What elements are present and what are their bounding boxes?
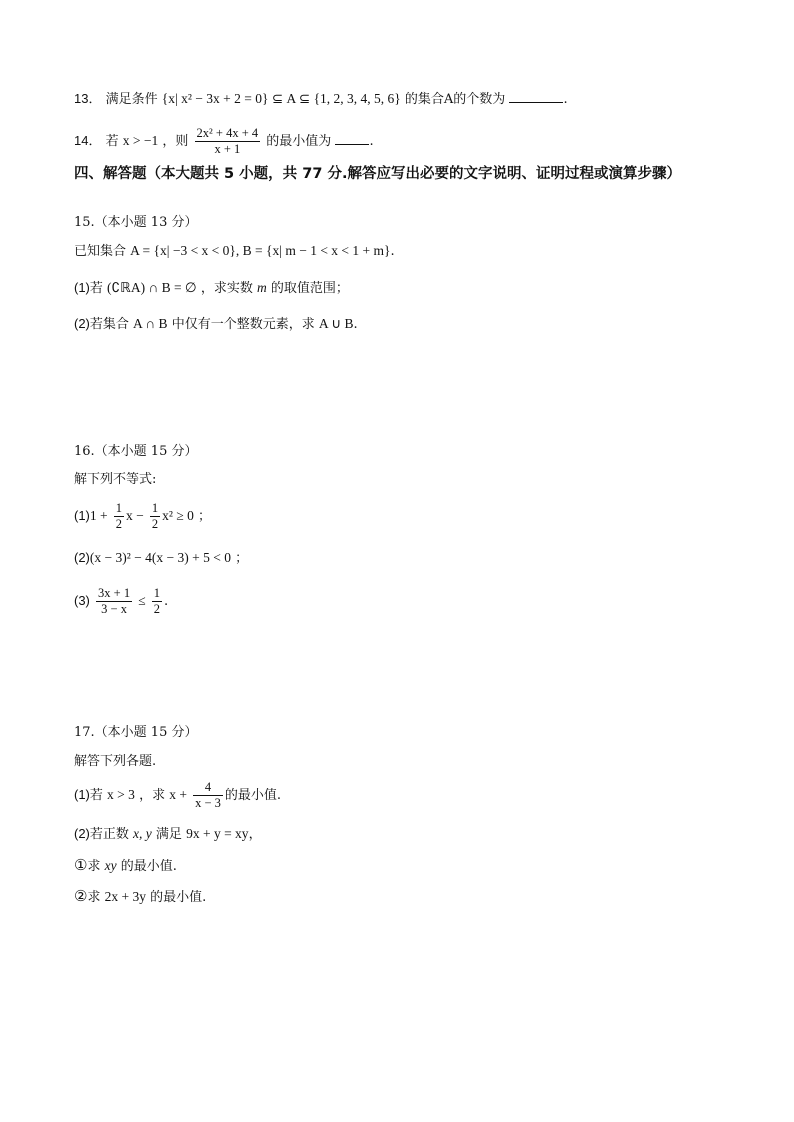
question-text: 中仅有一个整数元素，求 [171,317,315,332]
math-expression: {x| x² − 3x + 2 = 0} ⊆ A ⊆ {1, 2, 3, 4, 5, 6} [161,91,401,106]
question-text: ，求 [139,788,166,803]
part-label: (1) [74,787,90,802]
fraction-numerator: 1 [153,586,161,600]
circled-number: ① [74,856,88,874]
question-text: 的最小值. [150,890,207,905]
question-text: 求 [87,890,101,905]
math-relation: ≤ [138,593,146,608]
punctuation: . [563,92,568,107]
math-expression: (x − 3)² − 4(x − 3) + 5 < 0 [89,550,231,565]
fraction [195,126,261,157]
fraction-numerator: 1 [151,501,159,515]
fraction [152,586,162,617]
punctuation: ， [248,827,262,842]
question-16-intro: 解下列不等式: [74,472,157,487]
question-text: 满足 [155,827,182,842]
question-13 [74,90,568,108]
math-expression: A ∩ B [133,316,168,331]
question-text: 若正数 [89,827,129,842]
question-16-header: 16.（本小题 15 分） [74,444,198,459]
question-text: 满足条件 [105,92,158,107]
fraction-denominator: 2 [153,602,161,616]
punctuation: . [390,244,395,259]
fraction-denominator: 2 [115,517,123,531]
punctuation: ； [235,551,249,566]
punctuation: . [353,317,358,332]
question-16-part-1 [74,500,211,533]
question-text: 若 [89,788,103,803]
fraction-denominator: 3 − x [101,602,127,616]
math-expression: A = {x| −3 < x < 0}, B = {x| m − 1 < x < 1 + m} [130,243,391,258]
section-heading: 四、解答题（本大题共 5 小题，共 77 分.解答应写出必要的文字说明、证明过程或演算步骤） [74,166,681,182]
part-label: (3) [74,593,90,608]
question-15-given [74,243,395,260]
question-text: 的取值范围； [270,281,349,296]
question-14 [74,124,374,159]
fraction [150,501,160,532]
question-17-sub-1 [74,857,177,875]
circled-number: ② [74,887,88,905]
question-number: 14． [74,133,102,148]
question-16-part-3 [74,584,168,619]
punctuation: . [369,134,374,149]
math-expression: 9x + y = xy [186,826,249,841]
answer-blank[interactable] [509,90,563,103]
question-text: ，则 [162,134,189,149]
math-variable: m [257,280,267,295]
question-17-intro: 解答下列各题. [74,754,157,769]
question-17-part-1 [74,778,281,813]
fraction-denominator: x − 3 [195,796,221,810]
math-expression: x² ≥ 0 [162,508,194,523]
math-expression: x > 3 [107,787,135,802]
part-label: (1) [74,508,90,523]
fraction [96,586,132,617]
math-expression: x − [126,508,144,523]
punctuation: ； [198,509,212,524]
punctuation: . [164,594,169,609]
question-text: 若 [105,134,119,149]
fraction-numerator: 4 [193,780,223,796]
question-17-header: 17.（本小题 15 分） [74,725,198,740]
question-text: 求 [87,859,101,874]
question-17-sub-2 [74,888,206,906]
question-text: ，求实数 [200,281,253,296]
part-label: (2) [74,826,90,841]
math-expression: xy [104,858,117,873]
math-expression: x + [169,787,187,802]
question-text: 的集合A的个数为 [404,92,506,107]
fraction-denominator: x + 1 [214,142,241,156]
answer-blank[interactable] [335,132,369,145]
question-text: 若集合 [89,317,129,332]
math-expression: 2x + 3y [104,889,146,904]
fraction [193,780,223,811]
math-variable: x, y [133,826,152,841]
part-label: (2) [74,316,90,331]
question-text: 的最小值为 [266,134,332,149]
question-17-part-2 [74,826,262,843]
part-label: (1) [74,280,90,295]
question-text: 的最小值. [224,788,282,803]
math-expression: A ∪ B [318,316,354,331]
question-number: 13． [74,91,102,106]
question-text: 已知集合 [74,244,127,259]
math-expression: x > −1 [122,133,159,148]
math-expression: (∁ℝA) ∩ B = ∅ [107,280,197,295]
question-text: 若 [89,281,103,296]
fraction-numerator: 3x + 1 [98,586,131,600]
fraction-denominator: 2 [151,517,159,531]
question-15-part-1 [74,280,349,297]
question-text: 的最小值. [120,859,177,874]
question-15-header: 15.（本小题 13 分） [74,215,198,230]
fraction [114,501,124,532]
fraction-numerator: 2x² + 4x + 4 [196,126,259,140]
question-15-part-2 [74,316,358,333]
fraction-numerator: 1 [115,501,123,515]
math-expression: 1 + [89,508,108,523]
part-label: (2) [74,550,90,565]
question-16-part-2 [74,550,248,567]
